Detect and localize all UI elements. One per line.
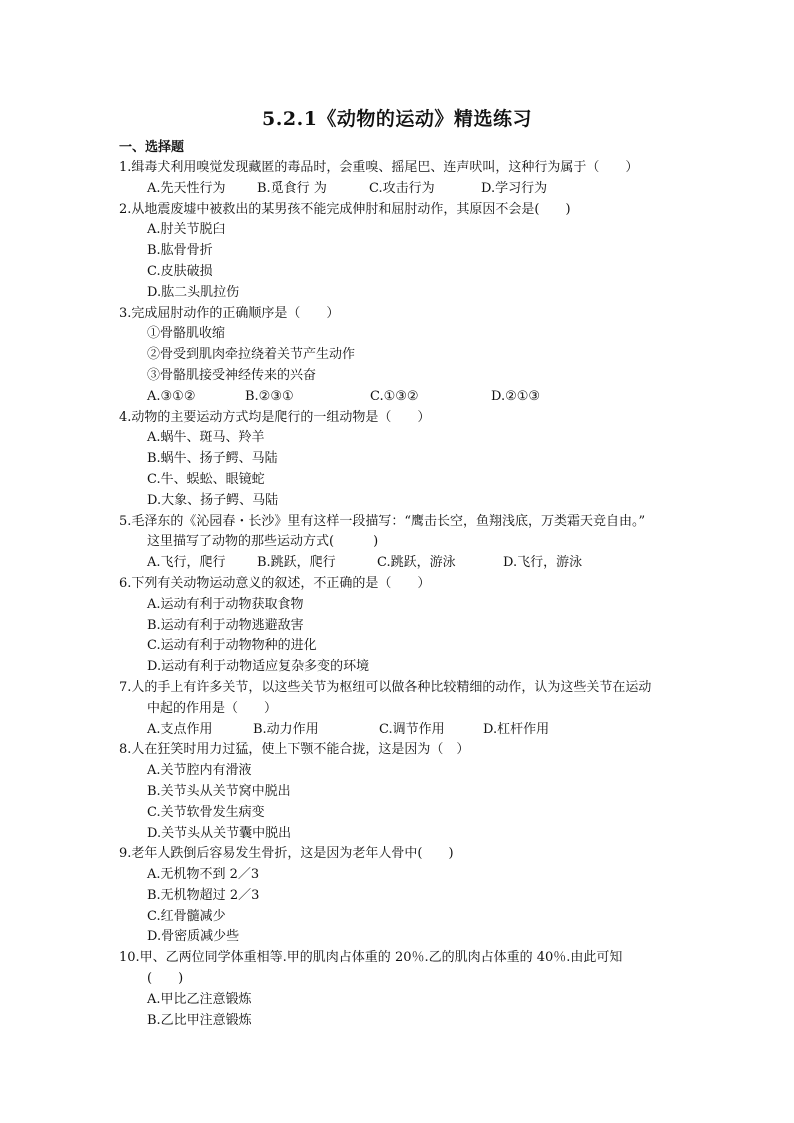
option: D.大象、扬子鳄、马陆: [147, 492, 279, 508]
option: C.跳跃，游泳: [377, 555, 456, 571]
option: B.肱骨骨折: [147, 243, 213, 259]
inline-options: [119, 179, 719, 200]
option: A.蜗牛、斑马、羚羊: [147, 430, 265, 446]
question-stem: 6.下列有关动物运动意义的叙述，不正确的是（ ）: [119, 575, 431, 591]
question-stem: 9.老年人跌倒后容易发生骨折，这是因为老年人骨中( ): [119, 846, 454, 862]
option: D.杠杆作用: [483, 721, 550, 737]
question-stem: 7.人的手上有许多关节，以这些关节为枢纽可以做各种比较精细的动作，认为这些关节在运动: [119, 679, 652, 695]
option: A.无机物不到 2／3: [147, 867, 260, 883]
inline-options: [119, 553, 719, 574]
option: D.运动有利于动物适应复杂多变的环境: [147, 659, 370, 675]
option: D.飞行，游泳: [503, 555, 583, 571]
option: D.肱二头肌拉伤: [147, 284, 240, 300]
content: [119, 138, 719, 1031]
sub-line: ②骨受到肌肉牵拉绕着关节产生动作: [147, 347, 356, 363]
question-stem: 4.动物的主要运动方式均是爬行的一组动物是（ ）: [119, 409, 431, 425]
inline-options: [119, 720, 719, 741]
option: A.先天性行为: [147, 180, 226, 196]
option: D.关节头从关节囊中脱出: [147, 825, 292, 841]
option: C.调节作用: [379, 721, 445, 737]
option: A.运动有利于动物获取食物: [147, 596, 304, 612]
option: C.关节软骨发生病变: [147, 804, 265, 820]
option: C.①③②: [370, 388, 419, 404]
question-stem: 10.甲、乙两位同学体重相等.甲的肌肉占体重的 20％.乙的肌肉占体重的 40％.由此可知: [119, 950, 623, 966]
option: B.跳跃，爬行: [257, 555, 336, 571]
question-continuation: 这里描写了动物的那些运动方式( ): [147, 534, 379, 550]
option: C.运动有利于动物物种的进化: [147, 638, 317, 654]
question-stem: 5.毛泽东的《沁园春・长沙》里有这样一段描写：“鹰击长空，鱼翔浅底，万类霜天竞自由。”: [119, 513, 646, 529]
option: B.觅食行 为: [257, 180, 327, 196]
option: C.皮肤破损: [147, 263, 213, 279]
option: B.②③①: [245, 388, 294, 404]
option: C.牛、蜈蚣、眼镜蛇: [147, 471, 265, 487]
option: B.无机物超过 2／3: [147, 887, 260, 903]
question-stem: 3.完成屈肘动作的正确顺序是（ ）: [119, 305, 340, 321]
section-heading: 一、选择题: [119, 140, 185, 155]
question-stem: 1.缉毒犬利用嗅觉发现藏匿的毒品时，会重嗅、摇尾巴、连声吠叫，这种行为属于（ ）: [119, 160, 639, 175]
sub-line: ③骨骼肌接受神经传来的兴奋: [147, 367, 317, 383]
option: B.运动有利于动物逃避敌害: [147, 617, 304, 633]
option: A.支点作用: [147, 721, 213, 737]
question-stem: 2.从地震废墟中被救出的某男孩不能完成伸肘和屈肘动作，其原因不会是( ): [119, 201, 571, 217]
option: B.关节头从关节窝中脱出: [147, 783, 291, 799]
option: A.③①②: [147, 388, 196, 404]
option: D.学习行为: [481, 180, 548, 196]
page-title: 5.2.1《动物的运动》精选练习: [262, 108, 532, 130]
option: A.甲比乙注意锻炼: [147, 991, 252, 1007]
sub-line: ①骨骼肌收缩: [147, 326, 226, 342]
question-continuation: 中起的作用是（ ）: [147, 700, 278, 716]
option: A.飞行，爬行: [147, 555, 226, 571]
option: C.攻击行为: [369, 180, 435, 196]
question-continuation: ( ): [147, 971, 184, 987]
option: A.关节腔内有滑液: [147, 763, 252, 779]
option: D.②①③: [491, 388, 541, 404]
option: A.肘关节脱臼: [147, 222, 226, 238]
inline-options: [119, 387, 719, 408]
option: B.动力作用: [253, 721, 319, 737]
option: B.蜗牛、扬子鳄、马陆: [147, 451, 278, 467]
question-stem: 8.人在狂笑时用力过猛，使上下颚不能合拢，这是因为（ ）: [119, 742, 470, 758]
option: B.乙比甲注意锻炼: [147, 1012, 252, 1028]
option: C.红骨髓减少: [147, 908, 226, 924]
option: D.骨密质减少些: [147, 929, 240, 945]
